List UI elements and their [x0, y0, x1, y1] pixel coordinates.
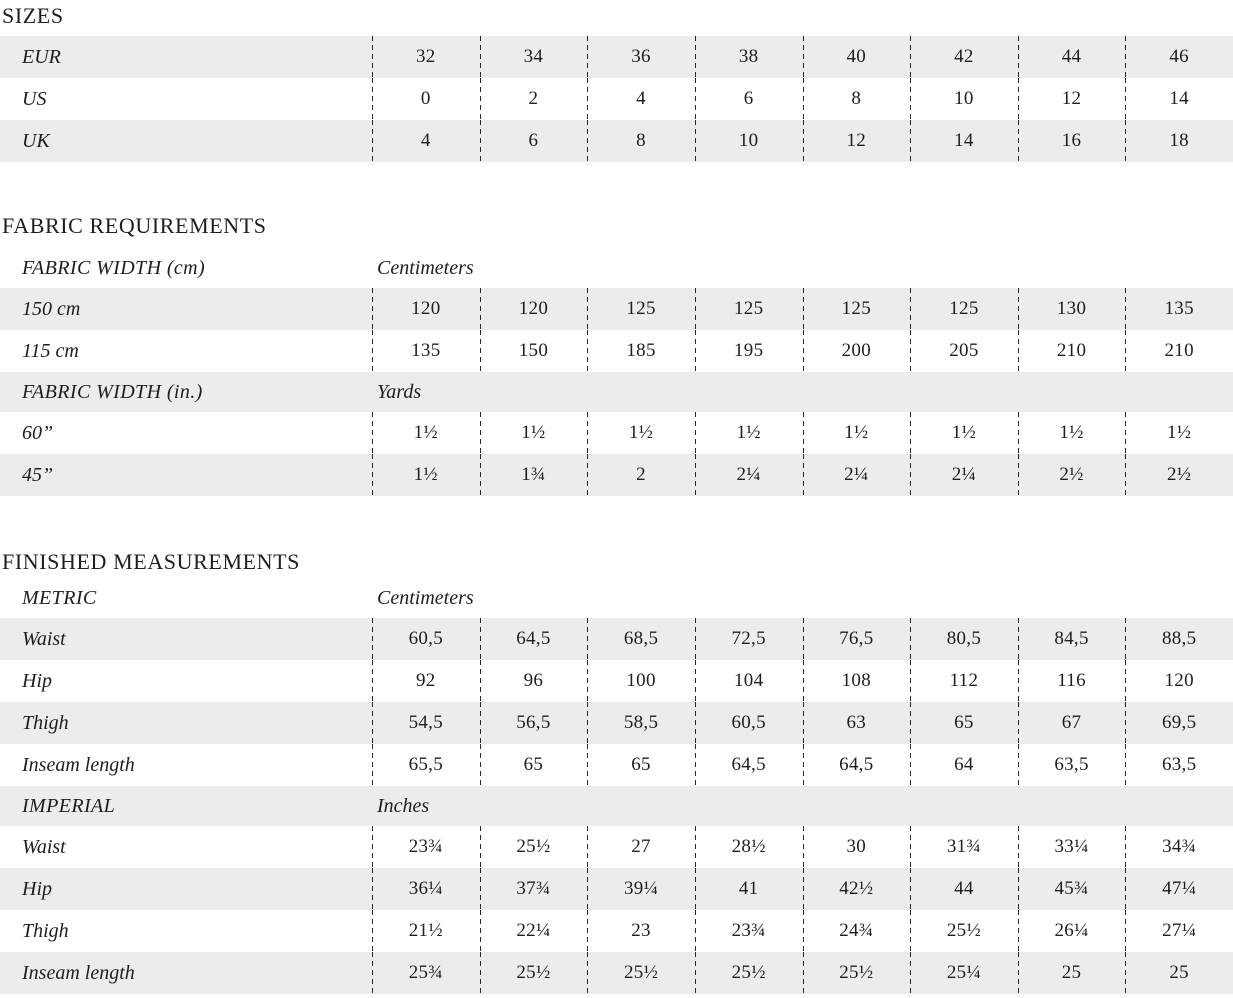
- value-cell: 33¼: [1018, 826, 1126, 868]
- value-cell: 56,5: [480, 702, 588, 744]
- table-row: [0, 952, 1233, 994]
- value-cell: 65: [910, 702, 1018, 744]
- value-cell: 18: [1125, 120, 1233, 162]
- table-row: [0, 412, 1233, 454]
- section-heading-finished-measurements: FINISHED MEASUREMENTS: [2, 549, 301, 574]
- value-cell: 25½: [587, 952, 695, 994]
- row-label: FABRIC WIDTH (cm): [22, 256, 206, 279]
- row-label: Hip: [22, 669, 52, 692]
- value-cell: 32: [372, 36, 480, 78]
- value-cell: 23¾: [695, 910, 803, 952]
- table-row: [0, 702, 1233, 744]
- value-cell: 195: [695, 330, 803, 372]
- value-cell: 39¼: [587, 868, 695, 910]
- value-cell: 185: [587, 330, 695, 372]
- value-cell: 60,5: [372, 618, 480, 660]
- value-cell: 22¼: [480, 910, 588, 952]
- row-label: Inseam length: [22, 753, 135, 776]
- value-cell: 112: [910, 660, 1018, 702]
- value-cell: 27: [587, 826, 695, 868]
- value-cell: 36¼: [372, 868, 480, 910]
- value-cell: 130: [1018, 288, 1126, 330]
- value-cell: 2½: [1125, 454, 1233, 496]
- value-cell: 64,5: [803, 744, 911, 786]
- value-cell: 125: [803, 288, 911, 330]
- value-cell: 8: [803, 78, 911, 120]
- table-row: [0, 826, 1233, 868]
- value-cell: 42: [910, 36, 1018, 78]
- row-label: UK: [22, 129, 50, 152]
- value-cell: 25½: [803, 952, 911, 994]
- row-label: 60”: [22, 421, 54, 444]
- unit-label: Centimeters: [377, 586, 474, 609]
- value-cell: 69,5: [1125, 702, 1233, 744]
- value-cell: 67: [1018, 702, 1126, 744]
- value-cell: 120: [1125, 660, 1233, 702]
- value-cell: 21½: [372, 910, 480, 952]
- value-cell: 16: [1018, 120, 1126, 162]
- value-cell: 63: [803, 702, 911, 744]
- table-row: [0, 868, 1233, 910]
- value-cell: 10: [910, 78, 1018, 120]
- unit-label: Centimeters: [377, 256, 474, 279]
- value-cell: 12: [1018, 78, 1126, 120]
- value-cell: 80,5: [910, 618, 1018, 660]
- value-cell: 1½: [910, 412, 1018, 454]
- value-cell: 25: [1125, 952, 1233, 994]
- value-cell: 1½: [695, 412, 803, 454]
- value-cell: 1½: [372, 412, 480, 454]
- value-cell: 150: [480, 330, 588, 372]
- row-label: FABRIC WIDTH (in.): [22, 380, 203, 403]
- value-cell: 64: [910, 744, 1018, 786]
- value-cell: 44: [910, 868, 1018, 910]
- value-cell: 14: [910, 120, 1018, 162]
- table-row: [0, 288, 1233, 330]
- value-cell: 65,5: [372, 744, 480, 786]
- value-cell: 135: [372, 330, 480, 372]
- value-cell: 72,5: [695, 618, 803, 660]
- value-cell: 23: [587, 910, 695, 952]
- value-cell: 1½: [372, 454, 480, 496]
- value-cell: 100: [587, 660, 695, 702]
- section-heading-fabric-requirements: FABRIC REQUIREMENTS: [2, 213, 267, 238]
- value-cell: 28½: [695, 826, 803, 868]
- row-label: 150 cm: [22, 297, 81, 320]
- row-label: 115 cm: [22, 339, 79, 362]
- finished-measurements-table: [0, 578, 1233, 994]
- value-cell: 37¾: [480, 868, 588, 910]
- value-cell: 4: [372, 120, 480, 162]
- table-row: [0, 36, 1233, 78]
- value-cell: 135: [1125, 288, 1233, 330]
- value-cell: 63,5: [1018, 744, 1126, 786]
- table-subheader-row: [0, 578, 1233, 618]
- value-cell: 25½: [695, 952, 803, 994]
- value-cell: 14: [1125, 78, 1233, 120]
- value-cell: 34¾: [1125, 826, 1233, 868]
- value-cell: 76,5: [803, 618, 911, 660]
- value-cell: 24¾: [803, 910, 911, 952]
- value-cell: 27¼: [1125, 910, 1233, 952]
- value-cell: 65: [480, 744, 588, 786]
- value-cell: 12: [803, 120, 911, 162]
- table-row: [0, 330, 1233, 372]
- table-subheader-row: [0, 786, 1233, 826]
- value-cell: 2¼: [695, 454, 803, 496]
- value-cell: 6: [695, 78, 803, 120]
- value-cell: 210: [1125, 330, 1233, 372]
- value-cell: 6: [480, 120, 588, 162]
- value-cell: 25¼: [910, 952, 1018, 994]
- value-cell: 64,5: [695, 744, 803, 786]
- value-cell: 1½: [1018, 412, 1126, 454]
- value-cell: 2: [480, 78, 588, 120]
- value-cell: 38: [695, 36, 803, 78]
- value-cell: 205: [910, 330, 1018, 372]
- value-cell: 25: [1018, 952, 1126, 994]
- row-label: EUR: [22, 45, 61, 68]
- value-cell: 108: [803, 660, 911, 702]
- table-row: [0, 660, 1233, 702]
- row-label: Hip: [22, 877, 52, 900]
- value-cell: 1½: [803, 412, 911, 454]
- value-cell: 84,5: [1018, 618, 1126, 660]
- value-cell: 45¾: [1018, 868, 1126, 910]
- value-cell: 25½: [480, 826, 588, 868]
- value-cell: 2¼: [910, 454, 1018, 496]
- value-cell: 125: [695, 288, 803, 330]
- value-cell: 200: [803, 330, 911, 372]
- row-label: Waist: [22, 835, 66, 858]
- value-cell: 41: [695, 868, 803, 910]
- row-label: US: [22, 87, 47, 110]
- value-cell: 125: [587, 288, 695, 330]
- value-cell: 8: [587, 120, 695, 162]
- row-label: Waist: [22, 627, 66, 650]
- value-cell: 30: [803, 826, 911, 868]
- value-cell: 0: [372, 78, 480, 120]
- value-cell: 42½: [803, 868, 911, 910]
- row-label: Inseam length: [22, 961, 135, 984]
- value-cell: 120: [480, 288, 588, 330]
- value-cell: 25½: [910, 910, 1018, 952]
- value-cell: 64,5: [480, 618, 588, 660]
- fabric-requirements-table: [0, 248, 1233, 496]
- value-cell: 4: [587, 78, 695, 120]
- value-cell: 96: [480, 660, 588, 702]
- value-cell: 1½: [480, 412, 588, 454]
- table-row: [0, 744, 1233, 786]
- table-row: [0, 454, 1233, 496]
- value-cell: 34: [480, 36, 588, 78]
- table-row: [0, 910, 1233, 952]
- table-row: [0, 618, 1233, 660]
- value-cell: 2½: [1018, 454, 1126, 496]
- table-subheader-row: [0, 248, 1233, 288]
- table-row: [0, 120, 1233, 162]
- value-cell: 68,5: [587, 618, 695, 660]
- value-cell: 31¾: [910, 826, 1018, 868]
- value-cell: 210: [1018, 330, 1126, 372]
- value-cell: 26¼: [1018, 910, 1126, 952]
- value-cell: 116: [1018, 660, 1126, 702]
- unit-label: Inches: [377, 794, 430, 817]
- value-cell: 2¼: [803, 454, 911, 496]
- value-cell: 54,5: [372, 702, 480, 744]
- unit-label: Yards: [377, 380, 422, 403]
- row-label: Thigh: [22, 919, 69, 942]
- section-heading-sizes: SIZES: [2, 3, 64, 28]
- row-label: METRIC: [22, 586, 97, 609]
- value-cell: 104: [695, 660, 803, 702]
- value-cell: 44: [1018, 36, 1126, 78]
- row-label: 45”: [22, 463, 54, 486]
- value-cell: 47¼: [1125, 868, 1233, 910]
- value-cell: 63,5: [1125, 744, 1233, 786]
- value-cell: 1½: [587, 412, 695, 454]
- value-cell: 10: [695, 120, 803, 162]
- value-cell: 88,5: [1125, 618, 1233, 660]
- value-cell: 65: [587, 744, 695, 786]
- value-cell: 120: [372, 288, 480, 330]
- value-cell: 25¾: [372, 952, 480, 994]
- value-cell: 46: [1125, 36, 1233, 78]
- table-row: [0, 78, 1233, 120]
- value-cell: 1½: [1125, 412, 1233, 454]
- row-label: Thigh: [22, 711, 69, 734]
- value-cell: 58,5: [587, 702, 695, 744]
- value-cell: 125: [910, 288, 1018, 330]
- value-cell: 23¾: [372, 826, 480, 868]
- sizes-table: [0, 36, 1233, 162]
- row-label: IMPERIAL: [22, 794, 116, 817]
- value-cell: 2: [587, 454, 695, 496]
- value-cell: 25½: [480, 952, 588, 994]
- value-cell: 1¾: [480, 454, 588, 496]
- value-cell: 60,5: [695, 702, 803, 744]
- value-cell: 36: [587, 36, 695, 78]
- value-cell: 92: [372, 660, 480, 702]
- size-chart-page: [0, 2, 1233, 994]
- table-subheader-row: [0, 372, 1233, 412]
- value-cell: 40: [803, 36, 911, 78]
